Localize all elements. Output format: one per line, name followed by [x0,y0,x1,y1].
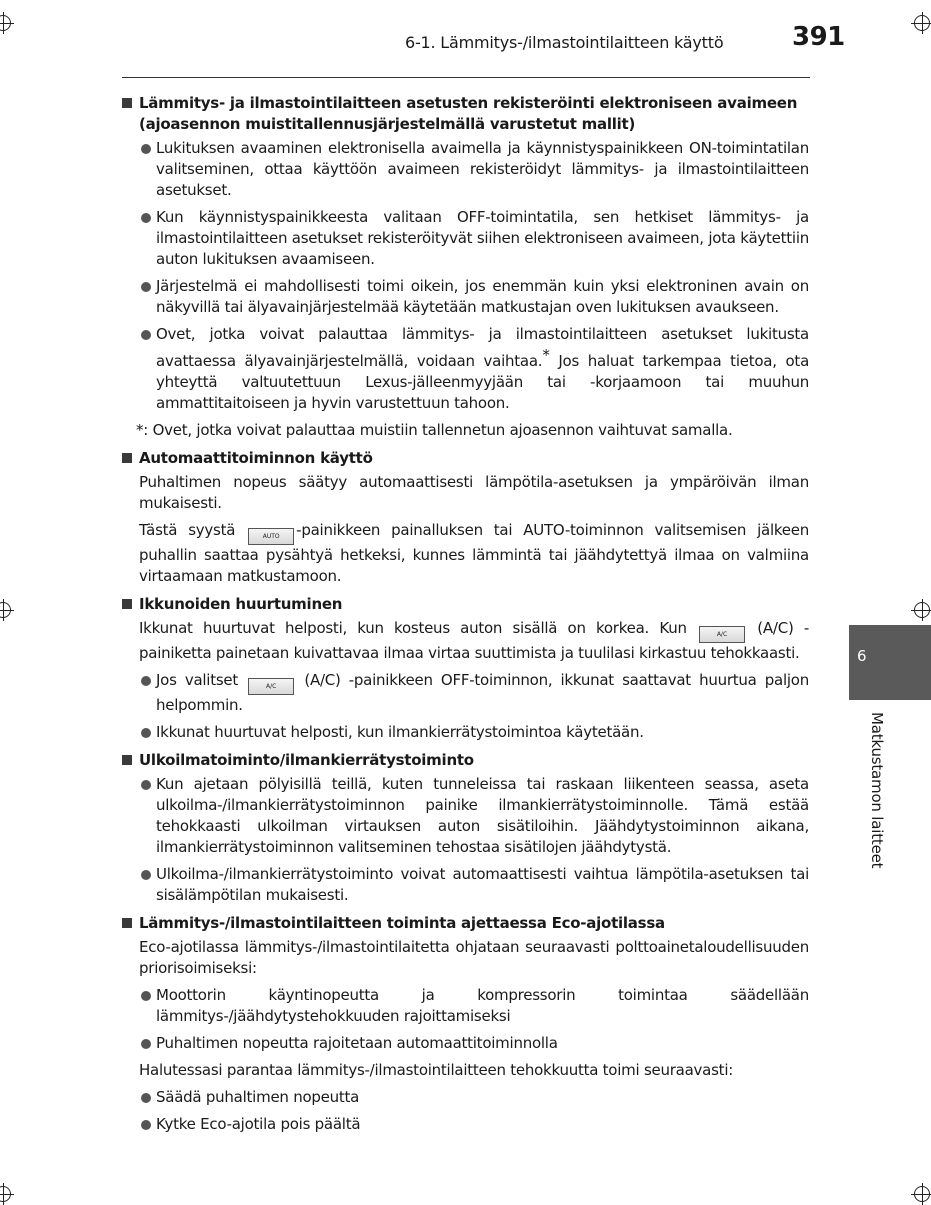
section-heading-text: Ikkunoiden huurtuminen [139,595,343,613]
paragraph-text: Ikkunat huurtuvat helposti, kun kosteus auton sisällä on korkea. Kun [139,619,687,637]
list-item [121,1114,809,1135]
section-heading [121,913,809,934]
bullet-dot-icon [141,991,151,1001]
ac-button-icon [699,626,745,643]
footnote-marker: * [136,421,144,439]
bullet-dot-icon [141,330,151,340]
section-heading-text: Lämmitys-/ilmastointilaitteen toiminta ajettaessa Eco-ajotilassa [139,914,665,932]
list-item-text: Moottorin käyntinopeutta ja kompressorin toimintaa säädellään lämmitys-/jäähdytystehokkuuden rajoittamiseksi [156,986,809,1025]
list-item-text: Jos valitset [156,671,239,689]
bullet-dot-icon [141,1120,151,1130]
bullet-dot-icon [141,1039,151,1049]
section-window-fogging [121,594,809,743]
list-item-text: Jos haluat tarkempaa tietoa, ota yhteyttä valtuutettuun Lexus-jälleenmyyjään tai -korjaamoon tai muuhun ammattitaitoiseen ja hyvin varustettuun tahoon. [156,352,810,412]
footnote [121,420,809,441]
paragraph [121,1060,809,1081]
section-title: 6-1. Lämmitys-/ilmastointilaitteen käyttö [405,33,724,52]
chapter-tab [849,625,931,700]
footnote-marker: * [542,346,550,364]
list-item [121,864,809,906]
list-item-text: Kun käynnistyspainikkeesta valitaan OFF-toimintatila, sen hetkiset lämmitys- ja ilmastointilaitteen asetukset rekisteröityvät siihen elektroniseen avaimeen, jota käytettiin auton lukituksen avaamiseen. [156,208,809,268]
bullet-dot-icon [141,282,151,292]
list-item [121,1033,809,1054]
list-item-text: Ikkunat huurtuvat helposti, kun ilmankierrätystoimintoa käytetään. [156,723,644,741]
paragraph [121,618,809,664]
registration-mark-icon [0,1183,14,1205]
paragraph [121,937,809,979]
chapter-number: 6 [857,647,867,665]
bullet-dot-icon [141,676,151,686]
bullet-dot-icon [141,728,151,738]
square-bullet-icon [122,918,132,928]
registration-mark-icon [911,599,931,621]
header-divider [122,77,810,78]
paragraph [121,472,809,514]
list-item-text: Järjestelmä ei mahdollisesti toimi oikein, jos enemmän kuin yksi elektroninen avain on näkyvillä tai älyavainjärjestelmää käytetään matkustajan oven lukituksen avaukseen. [156,277,809,316]
registration-mark-icon [911,12,931,34]
list-item [121,138,809,201]
auto-button-icon [248,528,294,545]
registration-mark-icon [0,599,14,621]
paragraph [121,520,809,587]
square-bullet-icon [122,599,132,609]
list-item-text: Puhaltimen nopeutta rajoitetaan automaattitoiminnolla [156,1034,558,1052]
section-heading [121,93,809,135]
list-item-text: Lukituksen avaaminen elektronisella avaimella ja käynnistyspainikkeen ON-toimintatilan valitseminen, ottaa käyttöön avaimeen rekisteröidyt lämmitys- ja ilmastointilaitteen asetukset. [156,139,809,199]
chapter-title: Matkustamon laitteet [868,712,886,869]
list-item-text: Säädä puhaltimen nopeutta [156,1088,360,1106]
list-item [121,324,809,414]
button-label: A/C [716,631,728,638]
list-item [121,1087,809,1108]
paragraph-text: Puhaltimen nopeus säätyy automaattisesti lämpötila-asetuksen ja ympäröivän ilman mukaisesti. [139,473,809,512]
paragraph-text: (A/C) -painiketta painetaan kuivattavaa ilmaa virtaa suuttimista ja tuulilasi kirkastuu tehokkaasti. [139,619,809,662]
section-heading-text: Ulkoilmatoiminto/ilmankierrätystoiminto [139,751,474,769]
list-item [121,276,809,318]
list-item-text: (A/C) -painikkeen OFF-toiminnon, ikkunat saattavat huurtua paljon helpommin. [156,671,809,714]
paragraph-text: Tästä syystä [139,521,236,539]
square-bullet-icon [122,98,132,108]
bullet-dot-icon [141,1093,151,1103]
list-item-text: Ovet, jotka voivat palauttaa lämmitys- ja ilmastointilaitteen asetukset lukitusta avattaessa älyavainjärjestelmällä, voidaan vaihtaa. [156,325,809,370]
paragraph-text: -painikkeen painalluksen tai AUTO-toiminnon valitsemisen jälkeen puhallin saattaa pysähtyä hetkeksi, kunnes lämmintä tai jäähdytettyä ilmaa on valmiina virtaamaan matkustamoon. [139,521,810,585]
paragraph-text: Halutessasi parantaa lämmitys-/ilmastointilaitteen tehokkuutta toimi seuraavasti: [139,1061,734,1079]
list-item-text: Kun ajetaan pölyisillä teillä, kuten tunneleissa tai raskaan liikenteen seassa, aseta ulkoilma-/ilmankierrätystoiminnon painike ilmankierrätystoiminnolle. Tämä estää tehokkaasti ulkoilman virtauksen auton sisätiloihin. Jäähdytystoiminnon aikana, ilmankierrätystoiminnon valitseminen tehostaa sisätilojen jäähdytystä. [156,775,809,856]
section-heading [121,448,809,469]
list-item [121,722,809,743]
button-label: AUTO [262,533,280,540]
section-auto-mode [121,448,809,587]
section-heading [121,594,809,615]
section-heading [121,750,809,771]
page-number: 391 [792,22,845,52]
list-item [121,670,809,716]
section-air-recirculation [121,750,809,906]
list-item [121,985,809,1027]
list-item [121,207,809,270]
list-item-text: Ulkoilma-/ilmankierrätystoiminto voivat automaattisesti vaihtua lämpötila-asetuksen tai sisälämpötilan mukaisesti. [156,865,809,904]
square-bullet-icon [122,453,132,463]
list-item [121,774,809,858]
paragraph-text: Eco-ajotilassa lämmitys-/ilmastointilaitetta ohjataan seuraavasti polttoainetaloudellisuuden priorisoimiseksi: [139,938,809,977]
button-label: A/C [266,683,277,690]
bullet-dot-icon [141,870,151,880]
section-heading-text: Lämmitys- ja ilmastointilaitteen asetusten rekisteröinti elektroniseen avaimeen (ajoasennon muistitallennusjärjestelmällä varustetut mallit) [139,94,798,133]
section-eco-mode [121,913,809,1135]
page-content [121,93,809,1142]
bullet-dot-icon [141,144,151,154]
ac-button-icon [248,678,294,695]
list-item-text: Kytke Eco-ajotila pois päältä [156,1115,361,1133]
square-bullet-icon [122,755,132,765]
section-heading-text: Automaattitoiminnon käyttö [139,449,373,467]
footnote-text: : Ovet, jotka voivat palauttaa muistiin tallennetun ajoasennon vaihtuvat samalla. [143,421,733,439]
section-key-registration [121,93,809,441]
bullet-dot-icon [141,213,151,223]
bullet-dot-icon [141,780,151,790]
registration-mark-icon [0,12,14,34]
registration-mark-icon [911,1183,931,1205]
